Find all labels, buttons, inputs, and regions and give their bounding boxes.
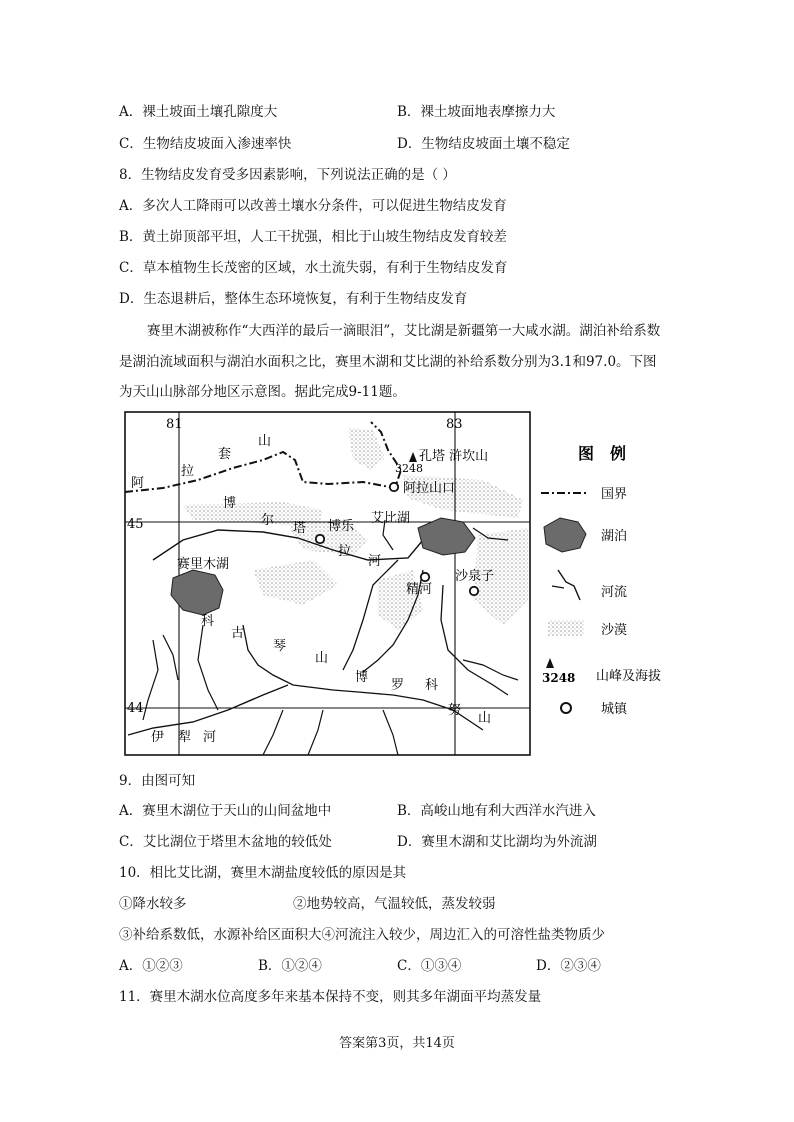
keguqin-char: 山 — [315, 651, 329, 666]
legend-desert-label: 沙漠 — [601, 623, 628, 638]
legend-svg — [536, 410, 696, 758]
q11-stem: 11．赛里木湖水位高度多年来基本保持不变，则其多年湖面平均蒸发量 — [119, 989, 542, 1005]
q7-option-d: D．生物结皮坡面土壤不稳定 — [397, 136, 570, 152]
q10-option-a: A．①②③ — [119, 958, 183, 974]
tianshan-map — [123, 410, 533, 758]
alataw-char: 拉 — [181, 464, 195, 479]
alataw-char: 山 — [258, 434, 272, 449]
borohoro-char: 山 — [478, 711, 492, 726]
q10-option-c: C．①③④ — [397, 958, 462, 974]
legend-lake-symbol — [544, 518, 586, 552]
q8-option-b: B．黄土峁顶部平坦，人工干扰强，相比于山坡生物结皮发育较差 — [119, 229, 507, 245]
passage-line-3: 为天山山脉部分地区示意图。据此完成9-11题。 — [119, 384, 406, 400]
borohoro-char: 努 — [448, 703, 462, 718]
q8-option-a: A．多次人工降雨可以改善土壤水分条件，可以促进生物结皮发育 — [119, 198, 507, 214]
borotala-char: 拉 — [338, 544, 352, 559]
q10-statement-3-4: ③补给系数低，水源补给区面积大④河流注入较少，周边汇入的可溶性盐类物质少 — [119, 927, 605, 943]
q9-stem: 9．由图可知 — [119, 773, 196, 789]
borohoro-char: 科 — [425, 678, 439, 693]
borotala-char: 塔 — [293, 521, 307, 536]
ebinur-label: 艾比湖 — [371, 511, 411, 526]
page-footer: 答案第3页，共14页 — [339, 1036, 455, 1051]
town-bole — [316, 535, 324, 543]
ili-char: 河 — [203, 730, 217, 745]
q10-option-b: B．①②④ — [258, 958, 322, 974]
peak-elevation-label: 3248 — [395, 462, 423, 475]
town-alashankou — [390, 483, 398, 491]
q10-stem: 10．相比艾比湖，赛里木湖盐度较低的原因是其 — [119, 865, 407, 881]
borotala-char: 河 — [368, 554, 382, 569]
q10-statement-1: ①降水较多 — [119, 896, 187, 912]
town-shaquanzi — [470, 587, 478, 595]
legend-desert-symbol — [548, 620, 584, 636]
legend-river-symbol — [558, 570, 580, 600]
q9-option-d: D．赛里木湖和艾比湖均为外流湖 — [397, 834, 597, 850]
ili-char: 犁 — [178, 730, 192, 745]
borotala-char: 尔 — [261, 513, 275, 528]
q8-stem: 8．生物结皮发育受多因素影响，下列说法正确的是（ ） — [119, 167, 456, 183]
lon-81-label: 81 — [166, 417, 183, 432]
bole-label: 博乐 — [328, 519, 355, 534]
town-jinghe — [421, 573, 429, 581]
keguqin-char: 琴 — [273, 639, 287, 654]
q7-option-c: C．生物结皮坡面入渗速率快 — [119, 136, 292, 152]
alataw-char: 阿 — [131, 476, 145, 491]
lat-45-label: 45 — [127, 517, 144, 532]
alashankou-label: 阿拉山口 — [403, 481, 456, 496]
map-legend — [536, 410, 696, 758]
q7-option-b: B．裸土坡面地表摩擦力大 — [397, 104, 556, 120]
jinghe-label: 精河 — [406, 582, 433, 597]
borohoro-char: 博 — [355, 670, 369, 685]
q10-option-d: D．②③④ — [536, 958, 601, 974]
lon-83-label: 83 — [446, 417, 463, 432]
passage-line-1: 赛里木湖被称作“大西洋的最后一滴眼泪”，艾比湖是新疆第一大咸水湖。湖泊补给系数 — [147, 323, 661, 339]
ili-char: 伊 — [151, 730, 165, 745]
borotala-char: 博 — [223, 496, 237, 511]
passage-line-2: 是湖泊流域面积与湖泊水面积之比，赛里木湖和艾比湖的补给系数分别为3.1和97.0。下图 — [119, 354, 657, 370]
q9-option-b: B．高峻山地有利大西洋水汽进入 — [397, 803, 596, 819]
lat-44-label: 44 — [127, 701, 144, 716]
q7-option-a: A．裸土坡面土壤孔隙度大 — [119, 104, 278, 120]
q9-option-c: C．艾比湖位于塔里木盆地的较低处 — [119, 834, 332, 850]
legend-title: 图 例 — [578, 444, 627, 463]
map-svg — [123, 410, 533, 758]
keguqin-char: 古 — [231, 626, 245, 641]
legend-river-label: 河流 — [601, 585, 628, 600]
legend-lake-label: 湖泊 — [601, 529, 628, 544]
legend-town-label: 城镇 — [601, 702, 628, 717]
keguqin-char: 科 — [201, 614, 215, 629]
shaquanzi-label: 沙泉子 — [455, 569, 495, 584]
legend-town-symbol — [561, 703, 571, 713]
legend-peak-number: 3248 — [542, 671, 576, 685]
alataw-char: 套 — [218, 447, 232, 462]
legend-border-label: 国界 — [601, 487, 628, 502]
borohoro-char: 罗 — [391, 678, 405, 693]
sayram-label: 赛里木湖 — [177, 557, 230, 572]
q8-option-c: C．草本植物生长茂密的区域，水土流失弱，有利于生物结皮发育 — [119, 260, 508, 276]
peak-name-label: 孔塔 浒坎山 — [419, 449, 489, 464]
q8-option-d: D．生态退耕后，整体生态环境恢复，有利于生物结皮发育 — [119, 291, 468, 307]
q10-statement-2: ②地势较高，气温较低，蒸发较弱 — [293, 896, 496, 912]
q9-option-a: A．赛里木湖位于天山的山间盆地中 — [119, 803, 332, 819]
legend-peak-symbol — [546, 658, 554, 668]
legend-peak-label: 山峰及海拔 — [596, 669, 662, 684]
